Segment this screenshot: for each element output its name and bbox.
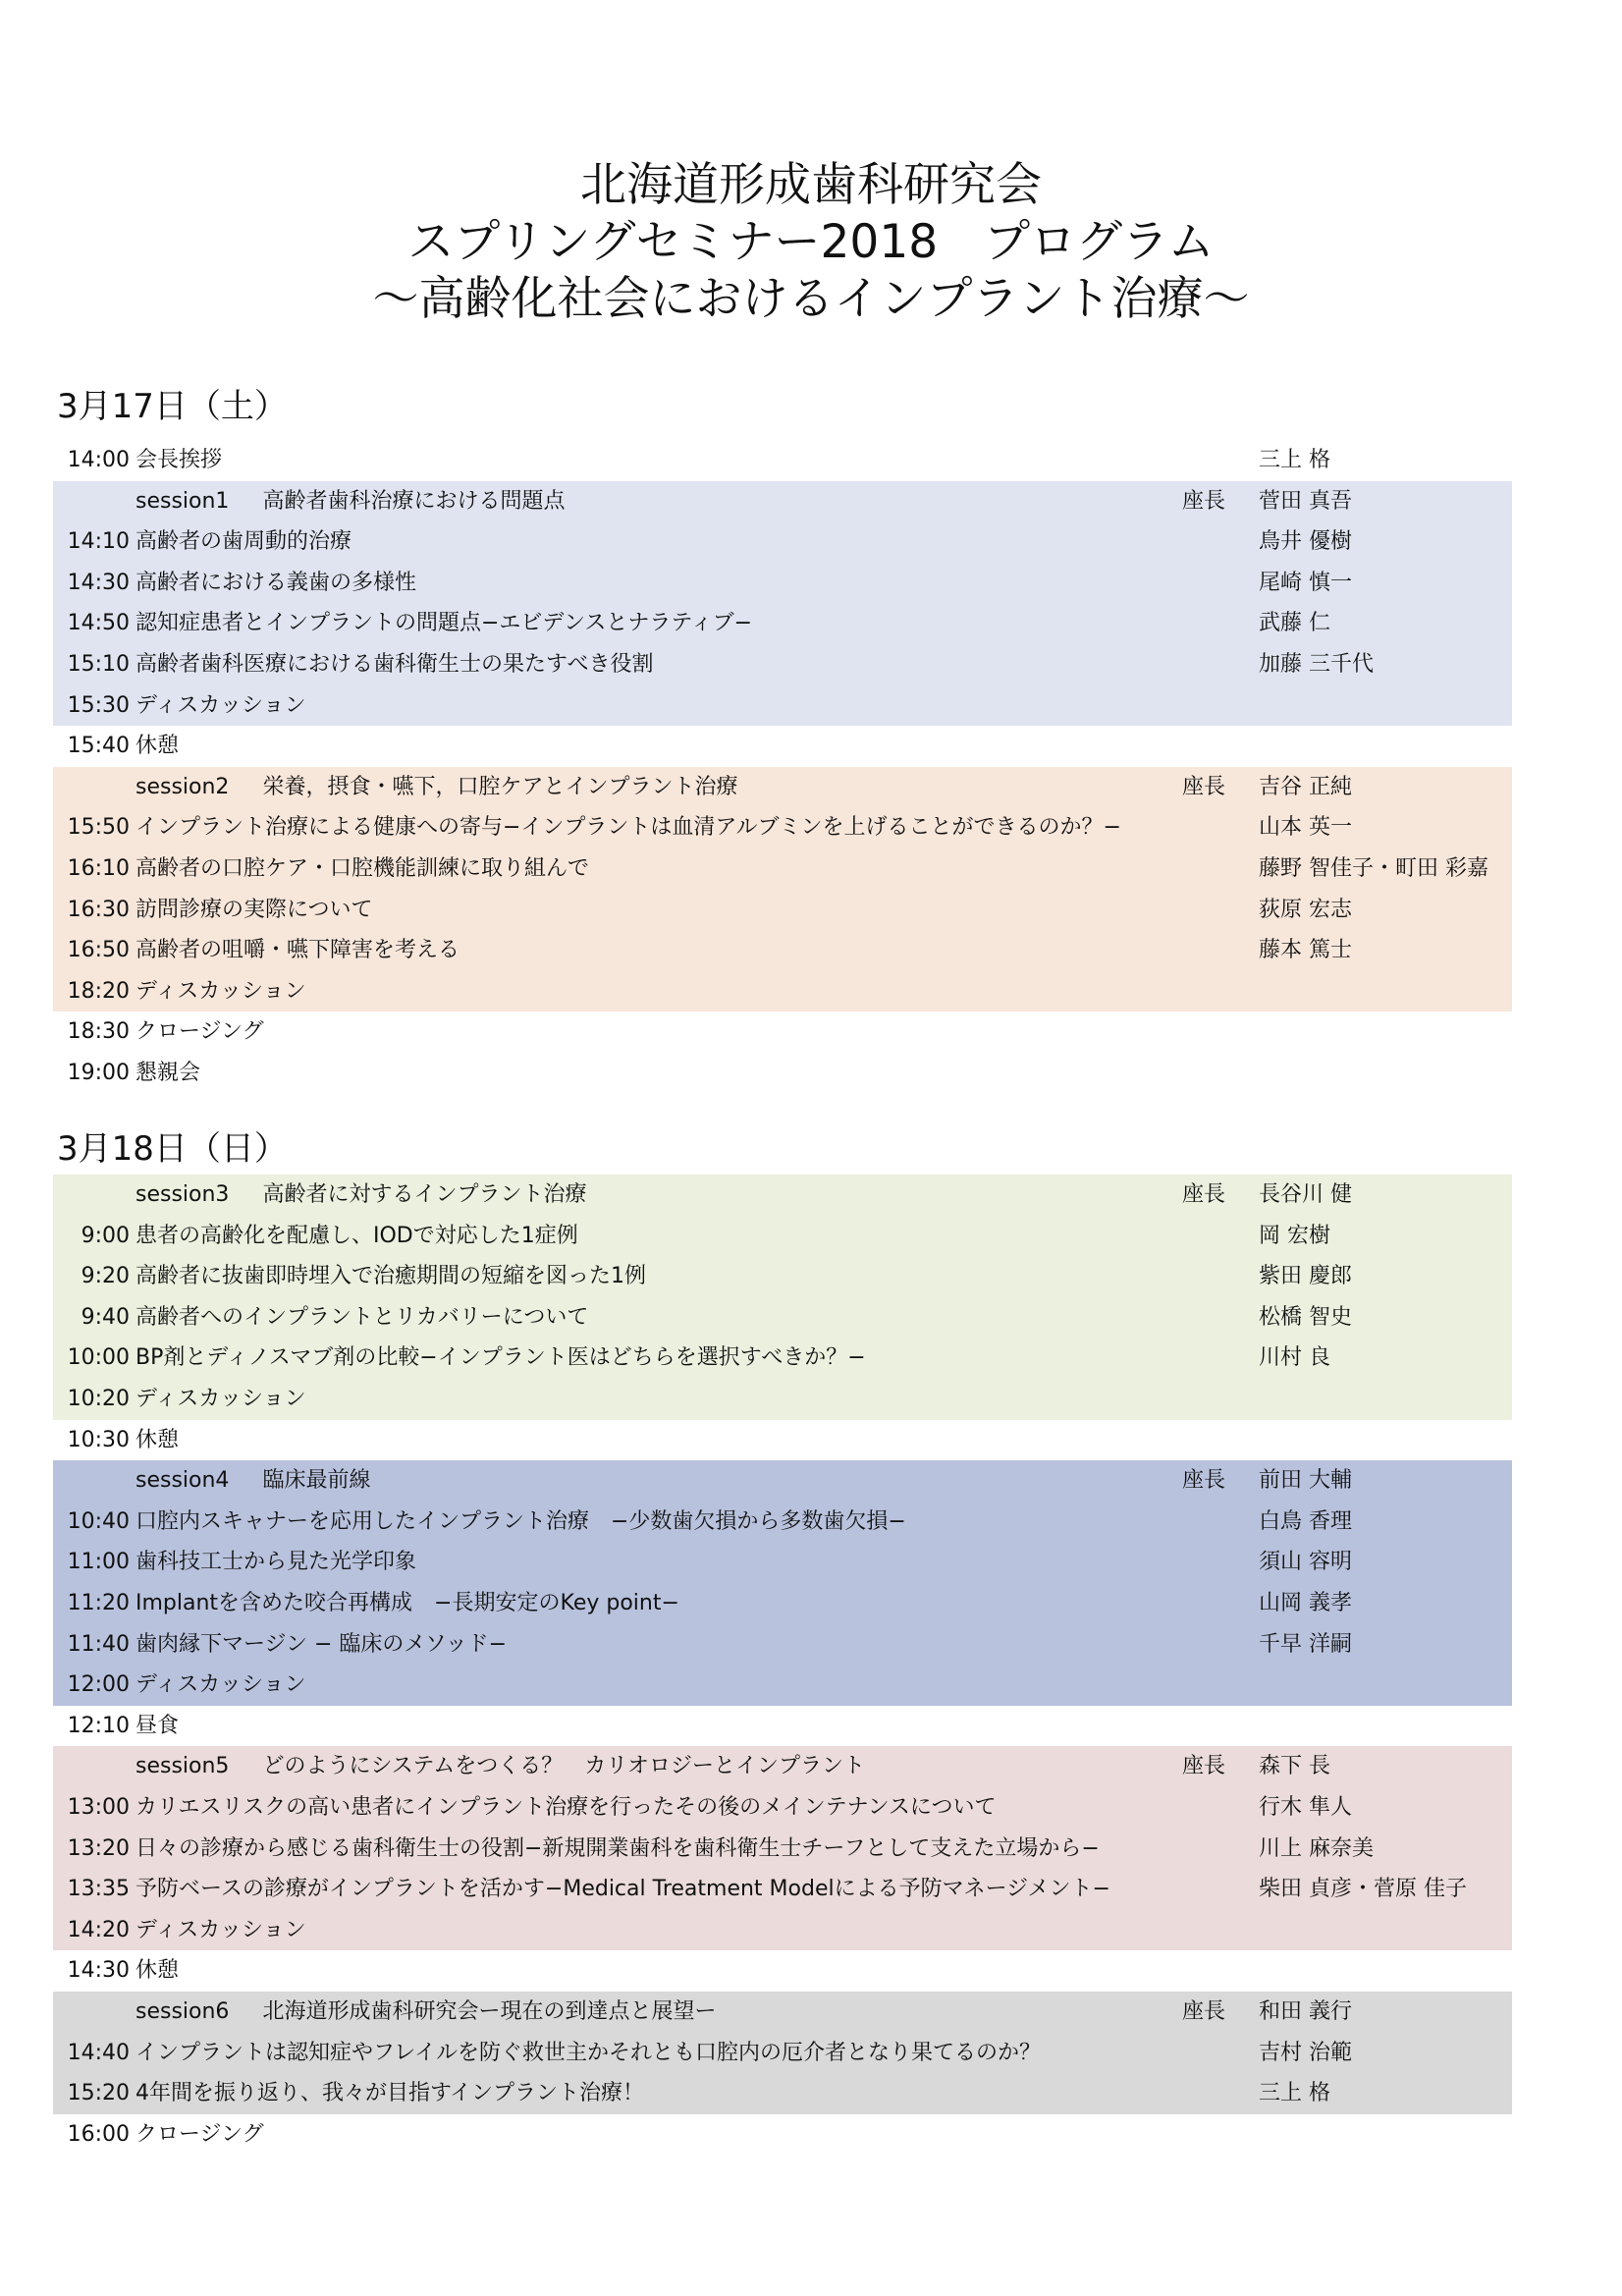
chair-name: 和田 義行 [1259, 1999, 1352, 2024]
speaker-name: 吉村 治範 [1259, 2040, 1352, 2065]
talk-title: クロージング [135, 2121, 264, 2147]
time-label: 13:20 [67, 1835, 130, 1861]
time-label: 9:20 [81, 1264, 130, 1289]
time-label: 16:10 [67, 856, 130, 881]
schedule-row [53, 1216, 1512, 1256]
time-label: 15:20 [67, 2081, 130, 2106]
time-label: 11:00 [67, 1550, 130, 1575]
session-header [53, 481, 1512, 521]
time-label: 16:50 [67, 938, 130, 963]
schedule-row [53, 603, 1512, 643]
talk-title: 会長挨拶 [135, 448, 223, 472]
session-number: session1 [135, 488, 230, 514]
talk-title: 歯科技工士から見た光学印象 [135, 1550, 417, 1575]
speaker-name: 柴田 貞彦・菅原 佳子 [1259, 1877, 1467, 1902]
session-number: session3 [135, 1182, 230, 1207]
session-topic: 栄養，摂食・嚥下，口腔ケアとインプラント治療 [262, 774, 738, 799]
schedule-row [53, 521, 1512, 562]
session-topic: 北海道形成歯科研究会ー現在の到達点と展望ー [262, 1999, 717, 2024]
time-label: 15:30 [67, 692, 130, 718]
time-label: 9:00 [81, 1223, 130, 1248]
time-label: 10:00 [67, 1345, 130, 1371]
schedule-row [53, 440, 1512, 480]
speaker-name: 藤野 智佳子・町田 彩嘉 [1259, 856, 1488, 881]
time-label: 15:50 [67, 815, 130, 841]
session-header [53, 1175, 1512, 1215]
speaker-name: 加藤 三千代 [1259, 652, 1374, 677]
speaker-name: 川上 麻奈美 [1259, 1835, 1374, 1861]
session-title [135, 481, 565, 521]
speaker-name: 三上 格 [1259, 448, 1330, 472]
schedule-row [53, 2073, 1512, 2113]
talk-title: BP剤とディノスマブ剤の比較−インプラント医はどちらを選択すべきか？− [135, 1345, 866, 1371]
session-title [135, 1746, 865, 1786]
time-label: 14:20 [67, 1917, 130, 1942]
talk-title: 昼食 [135, 1713, 180, 1738]
talk-title: 患者の高齢化を配慮し、IODで対応した1症例 [135, 1223, 578, 1248]
time-label: 11:40 [67, 1631, 130, 1657]
speaker-name: 藤本 篤士 [1259, 938, 1352, 963]
organization-title: 北海道形成歯科研究会 [580, 158, 1042, 212]
talk-title: カリエスリスクの高い患者にインプラント治療を行ったその後のメインテナンスについて [135, 1795, 997, 1820]
schedule-row [53, 563, 1512, 603]
session-header [53, 1992, 1512, 2032]
speaker-name: 荻原 宏志 [1259, 897, 1352, 922]
schedule-row [53, 1256, 1512, 1296]
talk-title: 口腔内スキャナーを応用したインプラント治療 −少数歯欠損から多数歯欠損− [135, 1508, 906, 1534]
chair-label: 座長 [1182, 1468, 1226, 1494]
speaker-name: 千早 洋嗣 [1259, 1631, 1352, 1657]
talk-title: インプラント治療による健康への寄与−インプラントは血清アルブミンを上げることができるのか？− [135, 815, 1121, 841]
program-header [0, 157, 1622, 328]
time-label: 12:10 [67, 1713, 130, 1738]
talk-title: 休憩 [135, 1427, 180, 1452]
schedule-row [53, 1787, 1512, 1828]
schedule-row [53, 1338, 1512, 1378]
time-label: 9:40 [81, 1304, 130, 1330]
chair-label: 座長 [1182, 774, 1226, 799]
session-title [135, 1460, 370, 1501]
session-number: session6 [135, 1999, 230, 2024]
schedule-row [53, 1829, 1512, 1869]
time-label: 14:40 [67, 2040, 130, 2065]
schedule-row [53, 890, 1512, 930]
speaker-name: 山本 英一 [1259, 815, 1352, 841]
talk-title: 休憩 [135, 734, 180, 759]
time-label: 14:10 [67, 529, 130, 555]
time-label: 18:30 [67, 1019, 130, 1045]
time-label: 18:20 [67, 978, 130, 1004]
time-label: 14:30 [67, 570, 130, 595]
schedule-row [53, 1583, 1512, 1623]
schedule-row [53, 971, 1512, 1011]
session-header [53, 767, 1512, 807]
talk-title: Implantを含めた咬合再構成 −長期安定のKey point− [135, 1591, 679, 1615]
session-header [53, 1746, 1512, 1786]
talk-title: ディスカッション [135, 1672, 306, 1698]
time-label: 15:40 [67, 734, 130, 759]
time-label: 10:20 [67, 1387, 130, 1411]
talk-title: 高齢者の咀嚼・嚥下障害を考える [135, 938, 460, 963]
schedule-row [53, 644, 1512, 684]
speaker-name: 紫田 慶郎 [1259, 1264, 1352, 1289]
talk-title: 歯肉縁下マージン − 臨床のメソッド− [135, 1631, 508, 1657]
chair-name: 森下 長 [1259, 1754, 1330, 1779]
schedule-row [53, 2033, 1512, 2073]
schedule-row [53, 685, 1512, 726]
talk-title: インプラントは認知症やフレイルを防ぐ救世主かそれとも口腔内の厄介者となり果てるのか？ [135, 2040, 1042, 2065]
schedule-row [53, 2114, 1512, 2155]
talk-title: クロージング [135, 1019, 264, 1045]
session-title [135, 1175, 586, 1215]
time-label: 14:30 [67, 1958, 130, 1984]
time-label: 13:00 [67, 1795, 130, 1820]
theme-title: ～高齢化社会におけるインプラント治療～ [372, 272, 1250, 326]
speaker-name: 武藤 仁 [1259, 611, 1330, 636]
schedule-row [53, 1379, 1512, 1419]
time-label: 12:00 [67, 1672, 130, 1698]
schedule-row [53, 1542, 1512, 1582]
session-title [135, 767, 737, 807]
session-title [135, 1992, 716, 2032]
talk-title: 日々の診療から感じる歯科衛生士の役割−新規開業歯科を歯科衛生士チーフとして支えた立場から− [135, 1835, 1100, 1861]
schedule-row [53, 1950, 1512, 1991]
speaker-name: 行木 隼人 [1259, 1795, 1352, 1820]
talk-title: ディスカッション [135, 692, 306, 718]
speaker-name: 白鳥 香理 [1259, 1508, 1352, 1534]
time-label: 15:10 [67, 652, 130, 677]
session-topic: 臨床最前線 [262, 1468, 371, 1494]
day-heading: 3月17日（土） [57, 387, 288, 426]
chair-label: 座長 [1182, 1999, 1226, 2024]
speaker-name: 松橋 智史 [1259, 1304, 1352, 1330]
talk-title: 4年間を振り返り、我々が目指すインプラント治療！ [135, 2081, 645, 2106]
time-label: 13:35 [67, 1877, 130, 1902]
day-heading: 3月18日（日） [57, 1129, 288, 1169]
session-header [53, 1460, 1512, 1501]
talk-title: 高齢者の歯周動的治療 [135, 529, 352, 555]
chair-name: 吉谷 正純 [1259, 774, 1352, 799]
session-topic: 高齢者に対するインプラント治療 [262, 1182, 587, 1207]
time-label: 14:50 [67, 611, 130, 636]
schedule-row [53, 1297, 1512, 1338]
chair-name: 菅田 真吾 [1259, 488, 1352, 514]
chair-label: 座長 [1182, 1182, 1226, 1207]
session-number: session2 [135, 774, 230, 799]
schedule-row [53, 1420, 1512, 1460]
schedule-row [53, 1910, 1512, 1950]
session-topic: どのようにシステムをつくる？ カリオロジーとインプラント [262, 1754, 866, 1779]
time-label: 14:00 [67, 448, 130, 472]
talk-title: ディスカッション [135, 1917, 306, 1942]
chair-name: 長谷川 健 [1259, 1182, 1352, 1207]
schedule-row [53, 1706, 1512, 1746]
speaker-name: 須山 容明 [1259, 1550, 1352, 1575]
session-number: session4 [135, 1468, 230, 1494]
schedule-row [53, 1011, 1512, 1052]
speaker-name: 山岡 義孝 [1259, 1591, 1352, 1615]
talk-title: 休憩 [135, 1958, 180, 1984]
schedule-row [53, 848, 1512, 889]
speaker-name: 岡 宏樹 [1259, 1223, 1330, 1248]
schedule-row [53, 1624, 1512, 1665]
session-topic: 高齢者歯科治療における問題点 [262, 488, 566, 514]
schedule-row [53, 930, 1512, 970]
talk-title: 懇親会 [135, 1061, 201, 1085]
schedule-row [53, 1665, 1512, 1705]
talk-title: 高齢者に抜歯即時埋入で治癒期間の短縮を図った1例 [135, 1264, 646, 1289]
talk-title: 高齢者における義歯の多様性 [135, 570, 417, 595]
chair-label: 座長 [1182, 1754, 1226, 1779]
session-number: session5 [135, 1754, 230, 1779]
chair-label: 座長 [1182, 488, 1226, 514]
talk-title: 高齢者歯科医療における歯科衛生士の果たすべき役割 [135, 652, 654, 677]
talk-title: 高齢者の口腔ケア・口腔機能訓練に取り組んで [135, 856, 590, 881]
time-label: 11:20 [67, 1591, 130, 1615]
schedule-row [53, 1502, 1512, 1542]
talk-title: 高齢者へのインプラントとリカバリーについて [135, 1304, 589, 1330]
speaker-name: 三上 格 [1259, 2081, 1330, 2106]
talk-title: ディスカッション [135, 1387, 306, 1411]
time-label: 16:00 [67, 2121, 130, 2147]
time-label: 10:30 [67, 1427, 130, 1452]
seminar-title: スプリングセミナー2018 プログラム [407, 215, 1215, 269]
talk-title: 訪問診療の実際について [135, 897, 373, 922]
time-label: 19:00 [67, 1061, 130, 1085]
time-label: 10:40 [67, 1508, 130, 1534]
chair-name: 前田 大輔 [1259, 1468, 1352, 1494]
talk-title: ディスカッション [135, 978, 306, 1004]
schedule-row [53, 807, 1512, 847]
speaker-name: 尾崎 慎一 [1259, 570, 1352, 595]
schedule-row [53, 1053, 1512, 1093]
talk-title: 認知症患者とインプラントの問題点−エビデンスとナラティブ− [135, 611, 753, 636]
speaker-name: 鳥井 優樹 [1259, 529, 1352, 555]
speaker-name: 川村 良 [1259, 1345, 1330, 1371]
time-label: 16:30 [67, 897, 130, 922]
schedule-row [53, 726, 1512, 766]
schedule-row [53, 1869, 1512, 1909]
talk-title: 予防ベースの診療がインプラントを活かす−Medical Treatment Modelによる予防マネージメント− [135, 1877, 1110, 1902]
